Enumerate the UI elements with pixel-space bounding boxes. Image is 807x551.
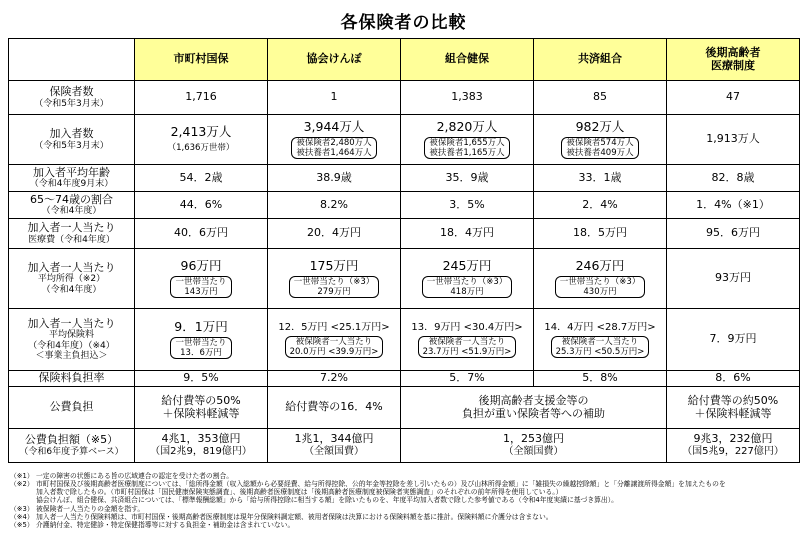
cell-value-merged: 後期高齢者支援金等の 負担が重い保険者等への補助 bbox=[401, 387, 667, 429]
footnote: 協会けんぽ、組合健保、共済組合については、「標準報酬総額」から「給与所得控除に相当する額」を除いたものを、年度平均加入者数で除した参考値である（令和4年度実績に基づき算出）。 bbox=[36, 496, 618, 505]
bracket-box: 被保険者一人当たり 23.7万円 <51.9万円> bbox=[418, 336, 517, 358]
cell-value: 96万円 一世帯当たり 143万円 bbox=[135, 249, 268, 309]
header-kyosai: 共済組合 bbox=[534, 39, 667, 81]
cell-value: 13．9万円 <30.4万円> 被保険者一人当たり 23.7万円 <51.9万円> bbox=[401, 309, 534, 371]
cell-note: （1,636万世帯） bbox=[167, 142, 235, 153]
cell-value: 35．9歳 bbox=[401, 165, 534, 192]
cell-value: 9．5% bbox=[135, 371, 268, 387]
cell-value: 33．1歳 bbox=[534, 165, 667, 192]
cell-value: 給付費等の50% ＋保険料軽減等 bbox=[135, 387, 268, 429]
footnote: 加入者数で除したもの。（市町村国保は「国民健康保険実態調査」、後期高齢者医療制度は「後期高齢者医療制度被保険者実態調査」のそれぞれの前年所得を使用している。） bbox=[36, 488, 563, 497]
row-label: 加入者数 （令和5年3月末） bbox=[9, 115, 135, 165]
cell-value: 1．4%（※1） bbox=[667, 192, 800, 219]
cell-value: 9．1万円 一世帯当たり 13．6万円 bbox=[135, 309, 268, 371]
footnote: （※4） 加入者一人当たり保険料額は、市町村国保・後期高齢者医療制度は現年分保険料調定額、被用者保険は決算における保険料額を基に推計。保険料額に介護分は含まない。 bbox=[10, 512, 553, 521]
cell-value: 3．5% bbox=[401, 192, 534, 219]
row-label: 加入者一人当たり 医療費（令和4年度） bbox=[9, 219, 135, 249]
row-public-burden bbox=[9, 387, 800, 429]
bracket-box: 被保険者一人当たり 25.3万円 <50.5万円> bbox=[551, 336, 650, 358]
row-public-amount bbox=[9, 429, 800, 463]
cell-value: 40．6万円 bbox=[135, 219, 268, 249]
bracket-box: 一世帯当たり（※3） 279万円 bbox=[289, 276, 380, 298]
row-premium bbox=[9, 309, 800, 371]
cell-value: 2,413万人 （1,636万世帯） bbox=[135, 115, 268, 165]
footnote: （※3） 被保険者一人当たりの金額を指す。 bbox=[10, 504, 145, 513]
row-label: 公費負担額（※5） （令和6年度予算ベース） bbox=[9, 429, 135, 463]
header-row bbox=[9, 39, 800, 81]
cell-value: 82．8歳 bbox=[667, 165, 800, 192]
bracket-box: 一世帯当たり 143万円 bbox=[170, 276, 231, 298]
cell-value: 9兆3，232億円 （国5兆9，227億円） bbox=[667, 429, 800, 463]
cell-value: 4兆1，353億円 （国2兆9，819億円） bbox=[135, 429, 268, 463]
cell-value: 95．6万円 bbox=[667, 219, 800, 249]
footnotes bbox=[10, 472, 800, 529]
row-label: 65～74歳の割合 （令和4年度） bbox=[9, 192, 135, 219]
cell-value: 1兆1，344億円 （全額国費） bbox=[268, 429, 401, 463]
bracket-box: 一世帯当たり（※3） 418万円 bbox=[422, 276, 513, 298]
bracket-box: 被保険者574万人 被扶養者409万人 bbox=[561, 137, 638, 159]
cell-value: 1,913万人 bbox=[667, 115, 800, 165]
row-avg-age bbox=[9, 165, 800, 192]
cell-value: 1,716 bbox=[135, 81, 268, 115]
row-enrollees bbox=[9, 115, 800, 165]
cell-value: 93万円 bbox=[667, 249, 800, 309]
cell-value: 1,383 bbox=[401, 81, 534, 115]
cell-value: 2．4% bbox=[534, 192, 667, 219]
row-medical-cost bbox=[9, 219, 800, 249]
cell-value: 47 bbox=[667, 81, 800, 115]
cell-value: 1 bbox=[268, 81, 401, 115]
cell-value: 7.2% bbox=[268, 371, 401, 387]
row-burden-rate bbox=[9, 371, 800, 387]
cell-value: 85 bbox=[534, 81, 667, 115]
footnote: （※5） 介護納付金、特定健診・特定保健指導等に対する負担金・補助金は含まれていない。 bbox=[10, 520, 295, 529]
cell-value: 7．9万円 bbox=[667, 309, 800, 371]
cell-value: 38.9歳 bbox=[268, 165, 401, 192]
header-kokuho: 市町村国保 bbox=[135, 39, 268, 81]
row-label: 加入者一人当たり 平均所得（※2） （令和4年度） bbox=[9, 249, 135, 309]
cell-value: 8．6% bbox=[667, 371, 800, 387]
cell-value: 175万円 一世帯当たり（※3） 279万円 bbox=[268, 249, 401, 309]
cell-value: 245万円 一世帯当たり（※3） 418万円 bbox=[401, 249, 534, 309]
cell-value: 18．5万円 bbox=[534, 219, 667, 249]
bracket-box: 一世帯当たり（※3） 430万円 bbox=[555, 276, 646, 298]
header-kyokai: 協会けんぽ bbox=[268, 39, 401, 81]
cell-value: 54．2歳 bbox=[135, 165, 268, 192]
cell-value: 給付費等の16．4% bbox=[268, 387, 401, 429]
footnote: （※1） 一定の障害の状態にある旨の広域連合の認定を受けた者の割合。 bbox=[10, 472, 234, 480]
row-ratio-65-74 bbox=[9, 192, 800, 219]
cell-value: 44．6% bbox=[135, 192, 268, 219]
bracket-box: 被保険者一人当たり 20.0万円 <39.9万円> bbox=[285, 336, 384, 358]
cell-value-merged: 1，253億円 （全額国費） bbox=[401, 429, 667, 463]
row-label: 加入者一人当たり 平均保険料 （令和4年度）（※4） ＜事業主負担込＞ bbox=[9, 309, 135, 371]
header-koki: 後期高齢者 医療制度 bbox=[667, 39, 800, 81]
footnote: （※2） 市町村国保及び後期高齢者医療制度については、「総所得金額（収入総額から必要経費、給与所得控除、公的年金等控除を差し引いたもの）及び山林所得金額」に「雑損失の繰越控除額」と「分離譲渡所得金額」を加えたものを bbox=[10, 480, 726, 489]
cell-value: 12．5万円 <25.1万円> 被保険者一人当たり 20.0万円 <39.9万円> bbox=[268, 309, 401, 371]
cell-value: 982万人 被保険者574万人 被扶養者409万人 bbox=[534, 115, 667, 165]
header-kumiai: 組合健保 bbox=[401, 39, 534, 81]
cell-value: 8.2% bbox=[268, 192, 401, 219]
row-label: 加入者平均年齢 （令和4年度9月末） bbox=[9, 165, 135, 192]
cell-value: 20．4万円 bbox=[268, 219, 401, 249]
cell-value: 246万円 一世帯当たり（※3） 430万円 bbox=[534, 249, 667, 309]
row-avg-income bbox=[9, 249, 800, 309]
cell-value: 給付費等の約50% ＋保険料軽減等 bbox=[667, 387, 800, 429]
cell-value: 18．4万円 bbox=[401, 219, 534, 249]
cell-value: 5．8% bbox=[534, 371, 667, 387]
row-label: 保険者数 （令和5年3月末） bbox=[9, 81, 135, 115]
cell-value: 5．7% bbox=[401, 371, 534, 387]
cell-value: 2,820万人 被保険者1,655万人 被扶養者1,165万人 bbox=[401, 115, 534, 165]
header-corner bbox=[9, 39, 135, 81]
row-label: 公費負担 bbox=[9, 387, 135, 429]
row-insurers bbox=[9, 81, 800, 115]
comparison-table bbox=[8, 38, 800, 463]
bracket-box: 一世帯当たり 13．6万円 bbox=[170, 337, 231, 359]
page-title: 各保険者の比較 bbox=[340, 13, 467, 33]
row-label: 保険料負担率 bbox=[9, 371, 135, 387]
cell-value: 3,944万人 被保険者2,480万人 被扶養者1,464万人 bbox=[268, 115, 401, 165]
cell-value: 14．4万円 <28.7万円> 被保険者一人当たり 25.3万円 <50.5万円> bbox=[534, 309, 667, 371]
bracket-box: 被保険者2,480万人 被扶養者1,464万人 bbox=[291, 137, 376, 159]
bracket-box: 被保険者1,655万人 被扶養者1,165万人 bbox=[424, 137, 509, 159]
